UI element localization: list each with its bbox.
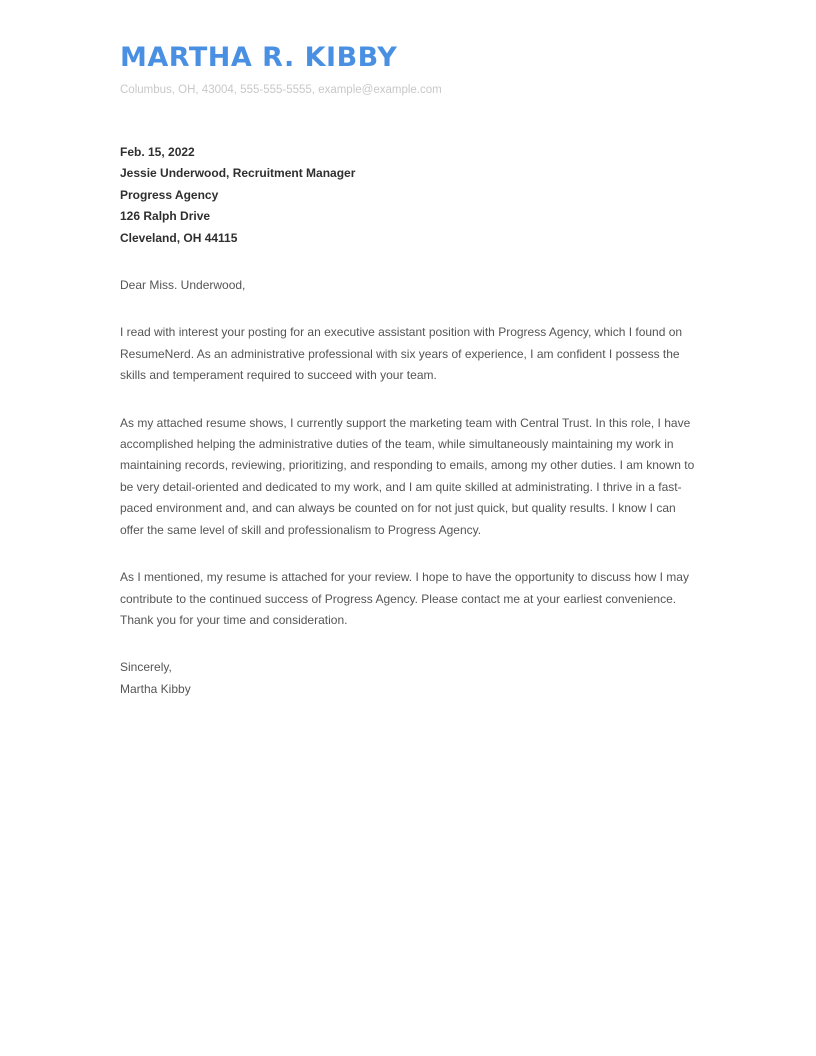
recipient-city: Cleveland, OH 44115 xyxy=(120,230,238,245)
cover-letter-page xyxy=(120,40,700,700)
signoff-block xyxy=(120,657,700,700)
recipient-company: Progress Agency xyxy=(120,187,219,202)
body-paragraph-3: As I mentioned, my resume is attached for your review. I hope to have the opportunity to discuss how I may contribute to the continued success of Progress Agency. Please contact me at your earliest convenience. Thank you for your time and consideration. xyxy=(120,570,689,627)
applicant-name: MARTHA R. KIBBY xyxy=(120,42,398,73)
contact-info: Columbus, OH, 43004, 555-555-5555, example@example.com xyxy=(120,84,442,96)
signature-name: Martha Kibby xyxy=(120,681,191,696)
recipient-name: Jessie Underwood, Recruitment Manager xyxy=(120,166,356,181)
recipient-street: 126 Ralph Drive xyxy=(120,209,211,224)
salutation: Dear Miss. Underwood, xyxy=(120,278,246,293)
recipient-block xyxy=(120,142,700,249)
body-paragraph-2: As my attached resume shows, I currently support the marketing team with Central Trust. In this role, I have accomplished helping the administrative duties of the team, while simultaneously maintaining my work in maintaining records, reviewing, prioritizing, and responding to emails, among my other duties. I am known to be very detail-oriented and dedicated to my work, and I am quite skilled at administrating. I thrive in a fast-paced environment and, and can always be counted on for not just quick, but quality results. I know I can offer the same level of skill and professionalism to Progress Agency. xyxy=(120,415,695,537)
closing: Sincerely, xyxy=(120,660,172,675)
body-paragraph-1: I read with interest your posting for an executive assistant position with Progress Agency, which I found on ResumeNerd. As an administrative professional with six years of experience, I am confident I possess the skills and temperament required to succeed with your team. xyxy=(120,325,683,383)
letter-date: Feb. 15, 2022 xyxy=(120,145,195,159)
